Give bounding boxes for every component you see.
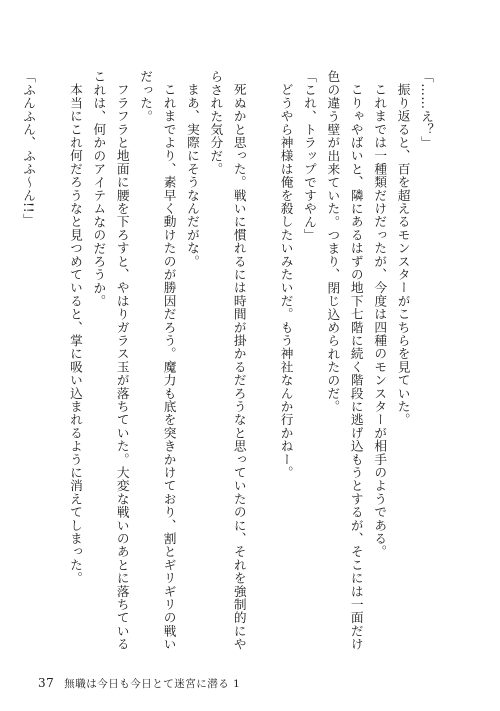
text-line: これまでは一種類だけだったが、今度は四種のモンスターが相手のようである。 <box>372 82 388 558</box>
text-line: フラフラと地面に腰を下ろすと、やはりガラス玉が落ちていた。大変な戦いのあとに落ちている <box>114 82 130 651</box>
text-line: これまでより、素早く動けたのが勝因だろう。魔力も底を突きかけており、割とギリギリの戦い <box>161 82 177 651</box>
running-title: 無職は今日も今日とて迷宮に潜る 1 <box>64 678 241 690</box>
text-line: 色の違う壁が出来ていた。つまり、閉じ込められたのだ。 <box>325 70 341 414</box>
vertical-text-body <box>21 70 438 660</box>
text-line: 「ふんふん、ふふ〜ん!!」 <box>21 70 37 227</box>
text-line: 本当にこれ何だろうなと見つめていると、掌に吸い込まれるように消えてしまった。 <box>67 82 83 585</box>
text-line: 「……え？」 <box>419 70 434 150</box>
text-line: 振り返ると、百を超えるモンスターがこちらを見ていた。 <box>395 82 411 426</box>
blank-line <box>40 70 63 660</box>
text-line: これは、何かのアイテムなのだろうか。 <box>91 70 107 308</box>
text-line: どうやら神様は俺を殺したいみたいだ。もう神社なんか行かねー。 <box>278 82 294 479</box>
text-line: まあ、実際にそうなんだがな。 <box>184 82 200 268</box>
page-footer <box>38 676 240 691</box>
text-line: らされた気分だ。 <box>208 70 224 176</box>
text-line: 死ぬかと思った。戦いに慣れるには時間が掛かるだろうなと思っていたのに、それを強制的にや <box>231 82 247 651</box>
blank-line <box>251 70 274 660</box>
text-line: 「これ、トラップですやん」 <box>301 70 317 242</box>
page-number: 37 <box>38 676 55 690</box>
text-line: だった。 <box>138 70 154 123</box>
text-line: こりゃやばいと、隣にあるはずの地下七階に続く階段に逃げ込もうとするが、そこには一面だけ <box>348 82 364 651</box>
